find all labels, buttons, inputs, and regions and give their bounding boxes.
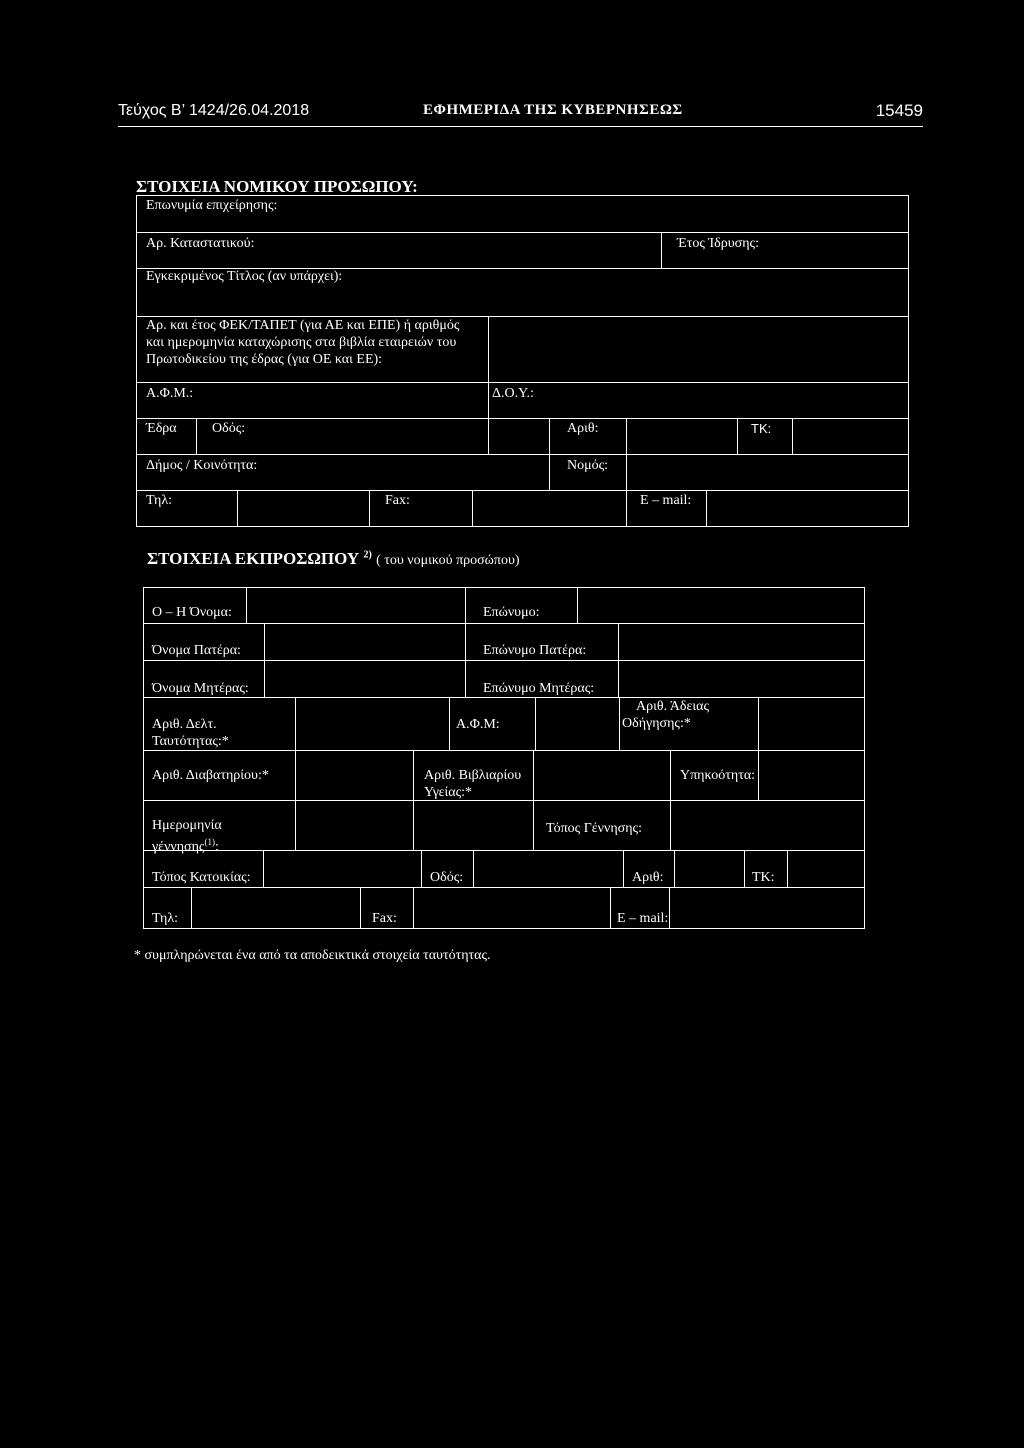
fek-label-line3: Πρωτοδικείου της έδρας (για ΟΕ και ΕΕ): [146,352,383,367]
mother-name-label: Όνομα Μητέρας: [152,681,249,696]
municipality-label: Δήμος / Κοινότητα: [146,458,258,473]
page-number: 15459 [875,101,923,120]
father-surname-label: Επώνυμο Πατέρα: [483,643,587,658]
health-label-line2: Υγείας:* [424,785,473,800]
representative-subtitle: ( του νομικού προσώπου) [376,553,520,568]
birth-date-colon: : [214,839,219,855]
surname-label: Επώνυμο: [483,605,540,620]
approved-title-label: Εγκεκριμένος Τίτλος (αν υπάρχει): [146,269,343,284]
id-card-field[interactable] [295,697,450,751]
health-label-line1: Αριθ. Βιβλιαρίου [424,768,522,783]
passport-label: Αριθ. Διαβατηρίου:* [152,768,269,783]
gazette-title: ΕΦΗΜΕΡΙΔΑ ΤΗΣ ΚΥΒΕΡΝΗΣΕΩΣ [423,102,683,118]
birth-place-field[interactable] [670,800,865,851]
rep-email-field[interactable] [669,887,865,929]
fek-field[interactable] [488,316,909,383]
father-name-field[interactable] [264,623,466,661]
rep-phone-field[interactable] [191,887,361,929]
representative-afm-field[interactable] [535,697,620,751]
mother-surname-label: Επώνυμο Μητέρας: [483,681,595,696]
birth-date-label-line1: Ημερομηνία [152,818,222,833]
footnote: * συμπληρώνεται ένα από τα αποδεικτικά στοιχεία ταυτότητας. [134,948,491,963]
phone-label: Τηλ: [146,493,173,508]
doy-label: Δ.Ο.Υ.: [492,386,534,401]
health-field[interactable] [533,750,671,801]
residence-label: Τόπος Κατοικίας: [152,870,251,885]
email-label: E – mail: [640,493,692,508]
fek-label-line2: και ημερομηνία καταχώρισης στα βιβλία εταιρειών του [146,335,457,350]
father-surname-field[interactable] [618,623,865,661]
rep-postcode-field[interactable] [787,850,865,888]
email-field[interactable] [706,490,909,527]
birth-place-label: Τόπος Γέννησης: [546,821,642,836]
residence-field[interactable] [263,850,422,888]
representative-title [147,549,520,569]
fax-field[interactable] [472,490,627,527]
first-name-field[interactable] [246,587,466,624]
rep-number-label: Αριθ: [632,870,664,885]
street-label: Οδός: [212,421,246,436]
postcode-field[interactable] [792,418,909,455]
mother-name-field[interactable] [264,660,466,698]
representative-title-text: ΣΤΟΙΧΕΙΑ ΕΚΠΡΟΣΩΠΟΥ [147,549,360,568]
father-name-label: Όνομα Πατέρα: [152,643,241,658]
birth-date-label-text: γέννησης [152,839,205,855]
license-field[interactable] [758,697,865,751]
birth-date-field[interactable] [295,800,414,851]
number-field[interactable] [626,418,738,455]
prefecture-field[interactable] [626,454,909,491]
license-label-line2: Οδήγησης:* [622,716,691,731]
birth-date-extra-field[interactable] [413,800,534,851]
rep-phone-label: Τηλ: [152,911,179,926]
id-card-label-line1: Αριθ. Δελτ. [152,717,217,732]
fax-label: Fax: [385,493,410,508]
license-label-line1: Αριθ. Άδειας [636,699,710,714]
issue-label: Τεύχος Β’ 1424/26.04.2018 [118,102,310,119]
number-label: Αριθ: [567,421,599,436]
representative-afm-label: Α.Φ.Μ: [456,717,500,732]
rep-postcode-label: ΤΚ: [752,870,775,885]
afm-label: Α.Φ.Μ.: [146,386,194,401]
passport-field[interactable] [295,750,414,801]
first-name-label: Ο – Η Όνομα: [152,605,232,620]
rep-fax-field[interactable] [413,887,611,929]
nationality-field[interactable] [758,750,865,801]
phone-field[interactable] [237,490,370,527]
postcode-label: ΤΚ: [751,421,772,436]
rep-email-label: E – mail: [617,911,669,926]
mother-surname-field[interactable] [618,660,865,698]
company-name-label: Επωνυμία επιχείρησης: [146,198,278,213]
fek-label-line1: Αρ. και έτος ΦΕΚ/ΤΑΠΕΤ (για ΑΕ και ΕΠΕ) ή αριθμός [146,318,460,333]
doy-field[interactable] [488,382,909,419]
founding-year-label: Έτος Ίδρυσης: [677,236,759,251]
legal-entity-title: ΣΤΟΙΧΕΙΑ ΝΟΜΙΚΟΥ ΠΡΟΣΩΠΟΥ: [136,177,418,196]
nationality-label: Υπηκοότητα: [680,768,756,783]
representative-title-footnote-ref: 2) [363,549,372,561]
page-header [118,100,923,127]
rep-number-field[interactable] [674,850,745,888]
rep-street-label: Οδός: [430,870,464,885]
birth-date-footnote-ref: (1) [204,837,215,847]
street-value-field[interactable] [488,418,550,455]
articles-number-label: Αρ. Καταστατικού: [146,236,255,251]
rep-fax-label: Fax: [372,911,397,926]
surname-field[interactable] [577,587,865,624]
id-card-label-line2: Ταυτότητας:* [152,734,229,749]
prefecture-label: Νομός: [567,458,609,473]
seat-label: Έδρα [146,421,177,436]
rep-street-field[interactable] [473,850,624,888]
